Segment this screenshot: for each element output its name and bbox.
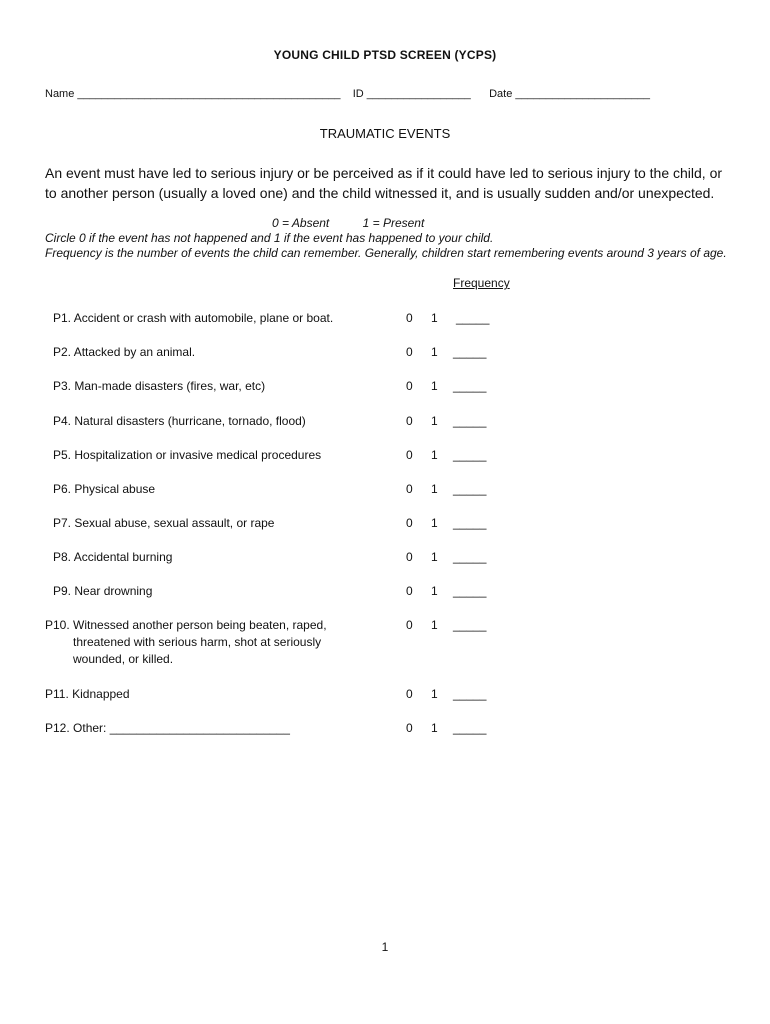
item-label: P1. Accident or crash with automobile, plane or boat. — [53, 311, 334, 325]
option-absent[interactable]: 0 — [406, 482, 413, 496]
item-label: P9. Near drowning — [53, 584, 153, 598]
option-absent[interactable]: 0 — [406, 516, 413, 530]
option-present[interactable]: 1 — [431, 618, 438, 632]
instruction-frequency: Frequency is the number of events the child can remember. Generally, children start remembering events around 3 years of age. — [45, 246, 727, 260]
option-absent[interactable]: 0 — [406, 379, 413, 393]
option-absent[interactable]: 0 — [406, 345, 413, 359]
option-absent[interactable]: 0 — [406, 414, 413, 428]
frequency-blank[interactable]: _____ — [453, 584, 487, 598]
frequency-blank[interactable]: _____ — [453, 414, 487, 428]
option-present[interactable]: 1 — [431, 414, 438, 428]
item-label: P3. Man-made disasters (fires, war, etc) — [53, 379, 266, 393]
intro-paragraph: An event must have led to serious injury or be perceived as if it could have led to serious injury to the child, or to another person (usually a loved one) and the child witnessed it, and is usually sudden and/or unexpected. — [45, 165, 723, 201]
instructions — [45, 231, 735, 261]
option-present[interactable]: 1 — [431, 687, 438, 701]
frequency-blank[interactable]: _____ — [453, 448, 487, 462]
name-field[interactable]: Name ___________________________________________ — [45, 88, 341, 100]
legend-absent: 0 = Absent — [272, 216, 330, 230]
date-field[interactable]: Date ______________________ — [489, 88, 650, 100]
option-present[interactable]: 1 — [431, 448, 438, 462]
option-absent[interactable]: 0 — [406, 687, 413, 701]
option-absent[interactable]: 0 — [406, 721, 413, 735]
frequency-blank[interactable]: _____ — [453, 516, 487, 530]
option-absent[interactable]: 0 — [406, 618, 413, 632]
option-present[interactable]: 1 — [431, 379, 438, 393]
frequency-blank[interactable]: _____ — [453, 345, 487, 359]
frequency-blank[interactable]: _____ — [453, 618, 487, 632]
option-absent[interactable]: 0 — [406, 311, 413, 325]
id-field[interactable]: ID _________________ — [352, 88, 471, 100]
item-label: P5. Hospitalization or invasive medical procedures — [53, 448, 322, 462]
frequency-blank[interactable]: _____ — [453, 687, 487, 701]
page-number: 1 — [381, 940, 389, 954]
option-present[interactable]: 1 — [431, 345, 438, 359]
frequency-blank[interactable]: _____ — [453, 482, 487, 496]
option-present[interactable]: 1 — [431, 516, 438, 530]
option-present[interactable]: 1 — [431, 721, 438, 735]
frequency-blank[interactable]: _____ — [453, 550, 487, 564]
option-present[interactable]: 1 — [431, 311, 438, 325]
form-title: YOUNG CHILD PTSD SCREEN (YCPS) — [273, 48, 497, 62]
frequency-blank[interactable]: _____ — [453, 721, 487, 735]
frequency-header: Frequency — [453, 276, 510, 290]
option-absent[interactable]: 0 — [406, 550, 413, 564]
item-label: P4. Natural disasters (hurricane, tornado, flood) — [53, 414, 306, 428]
item-label: P7. Sexual abuse, sexual assault, or rape — [53, 516, 275, 530]
section-title: TRAUMATIC EVENTS — [319, 126, 451, 141]
option-present[interactable]: 1 — [431, 584, 438, 598]
item-label: P2. Attacked by an animal. — [53, 345, 196, 359]
option-absent[interactable]: 0 — [406, 584, 413, 598]
option-absent[interactable]: 0 — [406, 448, 413, 462]
item-label: P12. Other: ___________________________ — [45, 721, 290, 735]
item-label: P8. Accidental burning — [53, 550, 173, 564]
info-row — [45, 88, 650, 100]
option-present[interactable]: 1 — [431, 482, 438, 496]
item-label: P11. Kidnapped — [45, 687, 130, 701]
frequency-blank[interactable]: _____ — [456, 311, 490, 325]
item-label: P10. Witnessed another person being beaten, raped, threatened with serious harm, shot at seriously wounded, or killed. — [45, 618, 327, 666]
option-present[interactable]: 1 — [431, 550, 438, 564]
frequency-blank[interactable]: _____ — [453, 379, 487, 393]
legend-present: 1 = Present — [362, 216, 425, 230]
legend — [272, 216, 424, 230]
item-label: P6. Physical abuse — [53, 482, 156, 496]
instruction-circle: Circle 0 if the event has not happened and 1 if the event has happened to your child. — [45, 231, 494, 245]
